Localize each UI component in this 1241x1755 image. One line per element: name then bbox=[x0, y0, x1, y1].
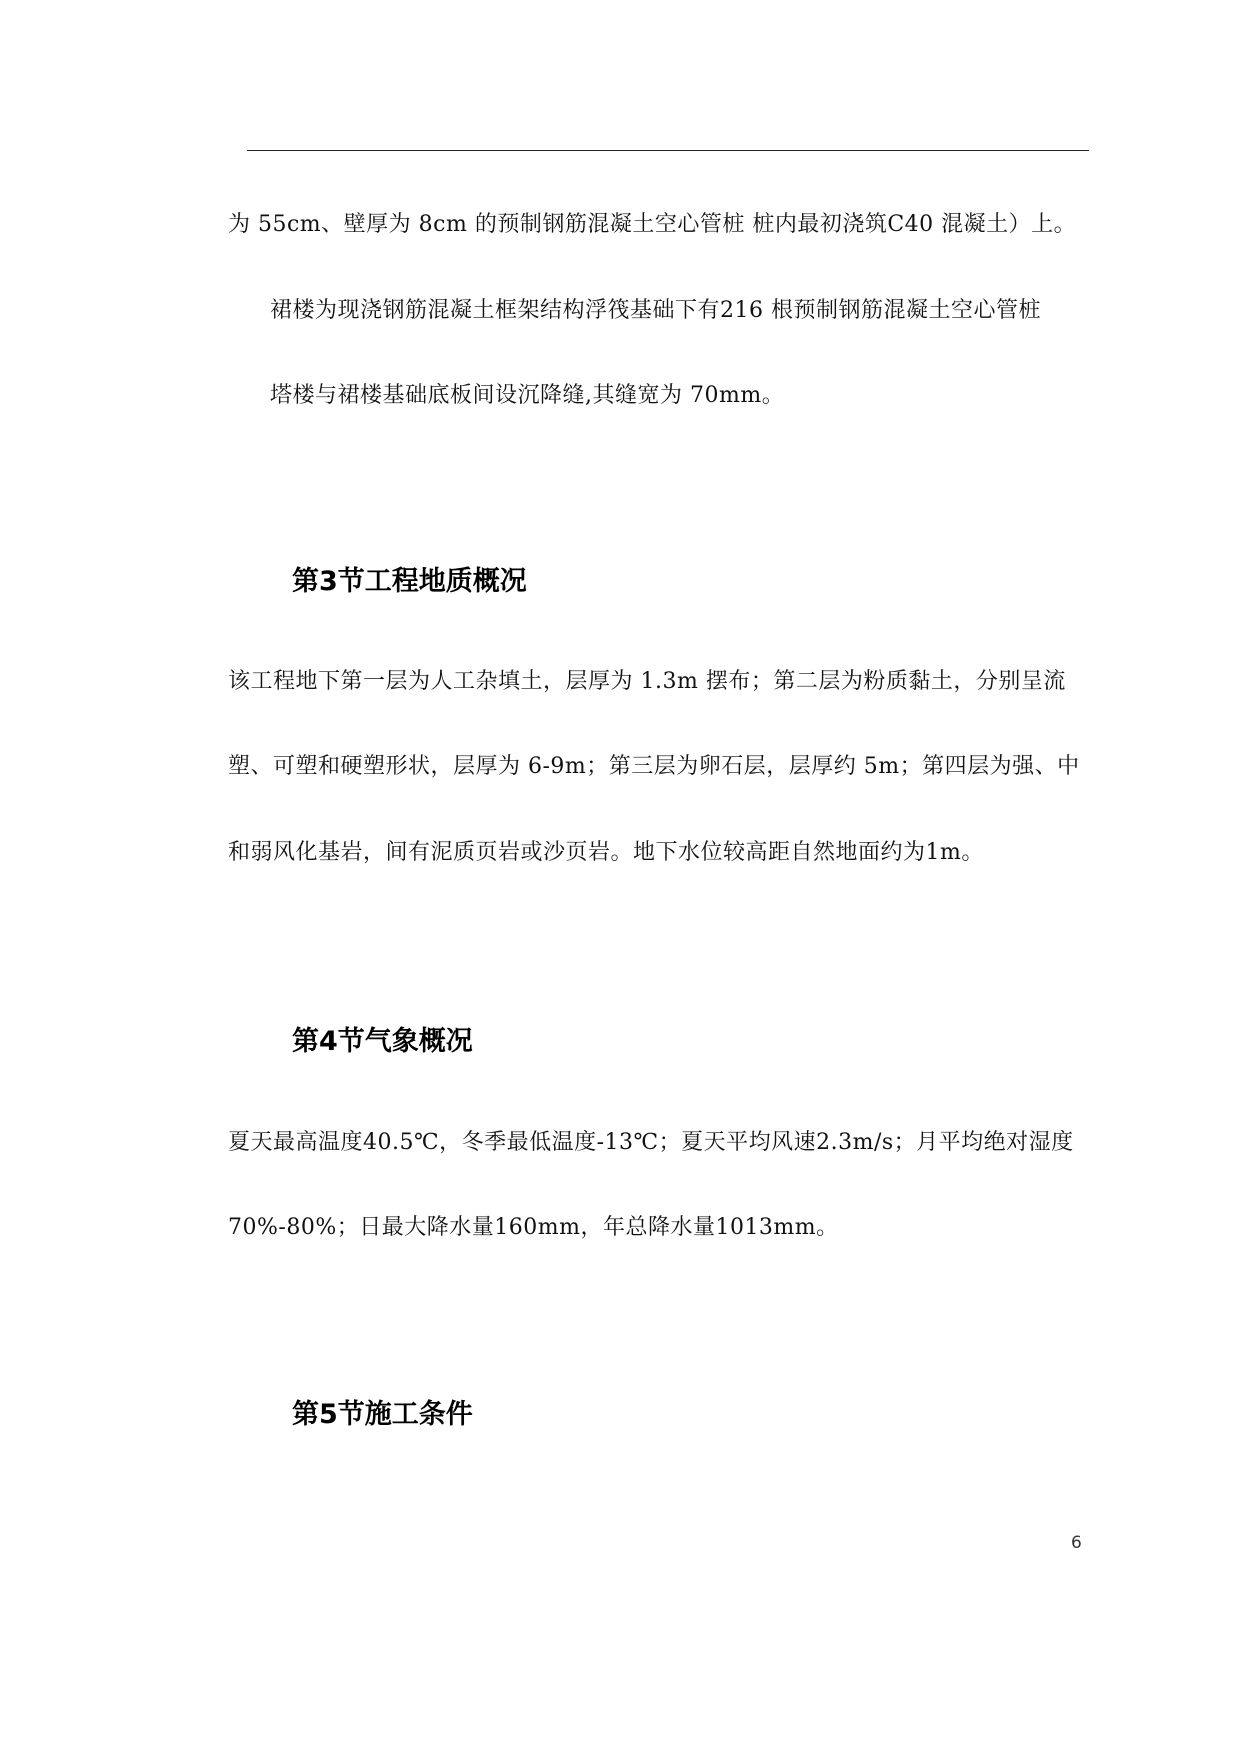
section-heading: 第3节工程地质概况 bbox=[292, 566, 527, 597]
body-line: 裙楼为现浇钢筋混凝土框架结构浮筏基础下有216 根预制钢筋混凝土空心管桩 bbox=[270, 298, 1041, 323]
body-line: 塑、可塑和硬塑形状，层厚为 6-9m；第三层为卵石层，层厚约 5m；第四层为强、中 bbox=[228, 754, 1080, 779]
page-number: 6 bbox=[1071, 1533, 1082, 1553]
body-line: 夏天最高温度40.5℃，冬季最低温度-13℃；夏天平均风速2.3m/s；月平均绝对湿度 bbox=[228, 1130, 1074, 1155]
body-line: 为 55cm、壁厚为 8cm 的预制钢筋混凝土空心管桩 桩内最初浇筑C40 混凝土）上。 bbox=[228, 212, 1077, 237]
body-line: 和弱风化基岩，间有泥质页岩或沙页岩。地下水位较高距自然地面约为1m。 bbox=[228, 840, 984, 865]
body-line: 塔楼与裙楼基础底板间设沉降缝,其缝宽为 70mm。 bbox=[270, 383, 785, 408]
section-heading: 第4节气象概况 bbox=[292, 1026, 473, 1057]
header-rule bbox=[247, 150, 1089, 151]
body-line: 70%-80%；日最大降水量160mm，年总降水量1013mm。 bbox=[228, 1215, 839, 1240]
body-line: 该工程地下第一层为人工杂填土，层厚为 1.3m 摆布；第二层为粉质黏土，分别呈流 bbox=[228, 669, 1066, 694]
section-heading: 第5节施工条件 bbox=[292, 1399, 473, 1430]
